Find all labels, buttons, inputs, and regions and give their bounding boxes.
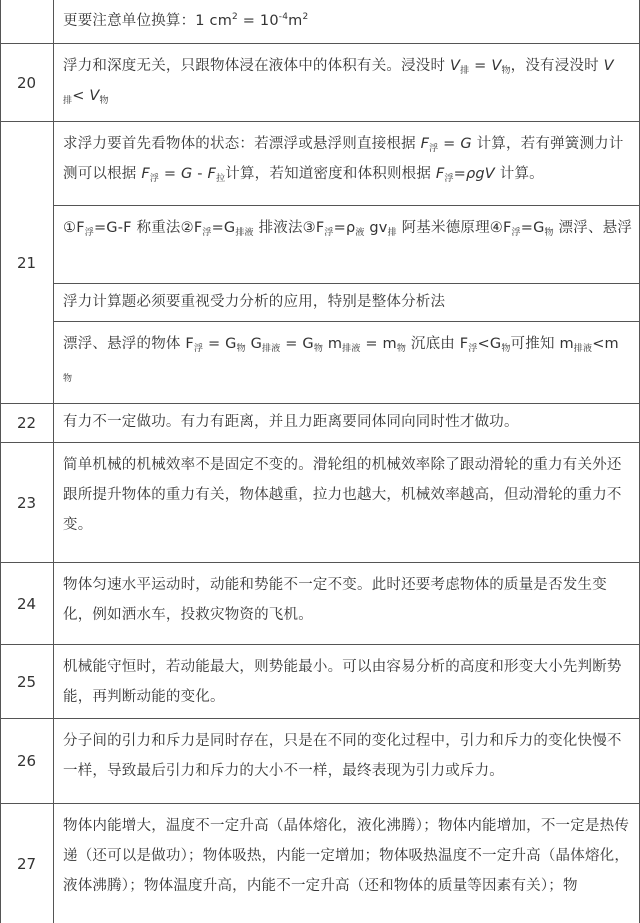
- table-subrow: [0, 122, 640, 205]
- table-subrow: [0, 284, 640, 321]
- row-number: 24: [16, 594, 37, 613]
- table-row: [0, 645, 640, 718]
- row-content: 浮力计算题必须要重视受力分析的应用，特别是整体分析法: [63, 294, 446, 310]
- row-content: $①F_浮=G-F$ 称重法$②F_浮=G_{排液}$ 排液法$③F_浮=\rho_液$ $gv_排$ 阿基米德原理$④F_浮=G_物$ 漂浮、悬浮: [63, 220, 633, 238]
- table-subrow: [0, 206, 640, 283]
- row-number: 27: [16, 854, 37, 873]
- row-content: 求浮力要首先看物体的状态：若漂浮或悬浮则直接根据 $F_浮 = G$ 计算，若有弹簧测力计测可以根据 $F_浮 = G - F_拉$计算，若知道密度和体积则根据 $F_浮=\rho gV$ 计算。: [63, 136, 624, 184]
- table-row: [0, 719, 640, 803]
- table-row: [0, 44, 640, 121]
- row-content: 分子间的引力和斥力是同时存在，只是在不同的变化过程中，引力和斥力的变化快慢不一样，导致最后引力和斥力的大小不一样，最终表现为引力或斥力。: [63, 733, 622, 779]
- table-row: [0, 443, 640, 562]
- row-number: 22: [16, 414, 37, 432]
- row-content: 机械能守恒时，若动能最大，则势能最小。可以由容易分析的高度和形变大小先判断势能，再判断动能的变化。: [63, 659, 622, 705]
- row-content: 更要注意单位换算：1 $cm^2 = 10^{-4}m^2$: [63, 12, 309, 29]
- row-number: 21: [16, 253, 37, 272]
- table-row: [0, 804, 640, 923]
- row-content: 物体内能增大，温度不一定升高（晶体熔化，液化沸腾）；物体内能增加，不一定是热传递（还可以是做功）；物体吸热，内能一定增加；物体吸热温度不一定升高（晶体熔化，液体沸腾）；物体温度升高，内能不一定升高（还和物体的质量等因素有关）；物: [63, 818, 630, 894]
- row-number: 23: [16, 493, 37, 512]
- table-row: [0, 563, 640, 644]
- row-content: 物体匀速水平运动时，动能和势能不一定不变。此时还要考虑物体的质量是否发生变化，例如洒水车，投救灾物资的飞机。: [63, 577, 607, 623]
- row-content: 简单机械的机械效率不是固定不变的。滑轮组的机械效率除了跟动滑轮的重力有关外还跟所提升物体的重力有关，物体越重，拉力也越大，机械效率越高，但动滑轮的重力不变。: [63, 457, 622, 533]
- row-content: 浮力和深度无关，只跟物体浸在液体中的体积有关。浸没时 $V_排 = V_物$，没有浸没时 V $_排< V_物$: [63, 58, 614, 106]
- row-content: 漂浮、悬浮的物体 $F_浮 = G_物$ $G_{排液} = G_物$ $m_{排液} = m_物$ 沉底由 $F_浮<G_物$可推知 $m_{排液}<m$ $_物$: [63, 336, 619, 384]
- table-row: [0, 404, 640, 442]
- table-subrow: [0, 322, 640, 403]
- row-content: 有力不一定做功。有力有距离，并且力距离要同体同向同时性才做功。: [63, 414, 519, 430]
- table-row: [0, 0, 640, 43]
- row-number: 20: [16, 73, 37, 92]
- row-number: 25: [16, 672, 37, 691]
- row-number: 26: [16, 752, 37, 770]
